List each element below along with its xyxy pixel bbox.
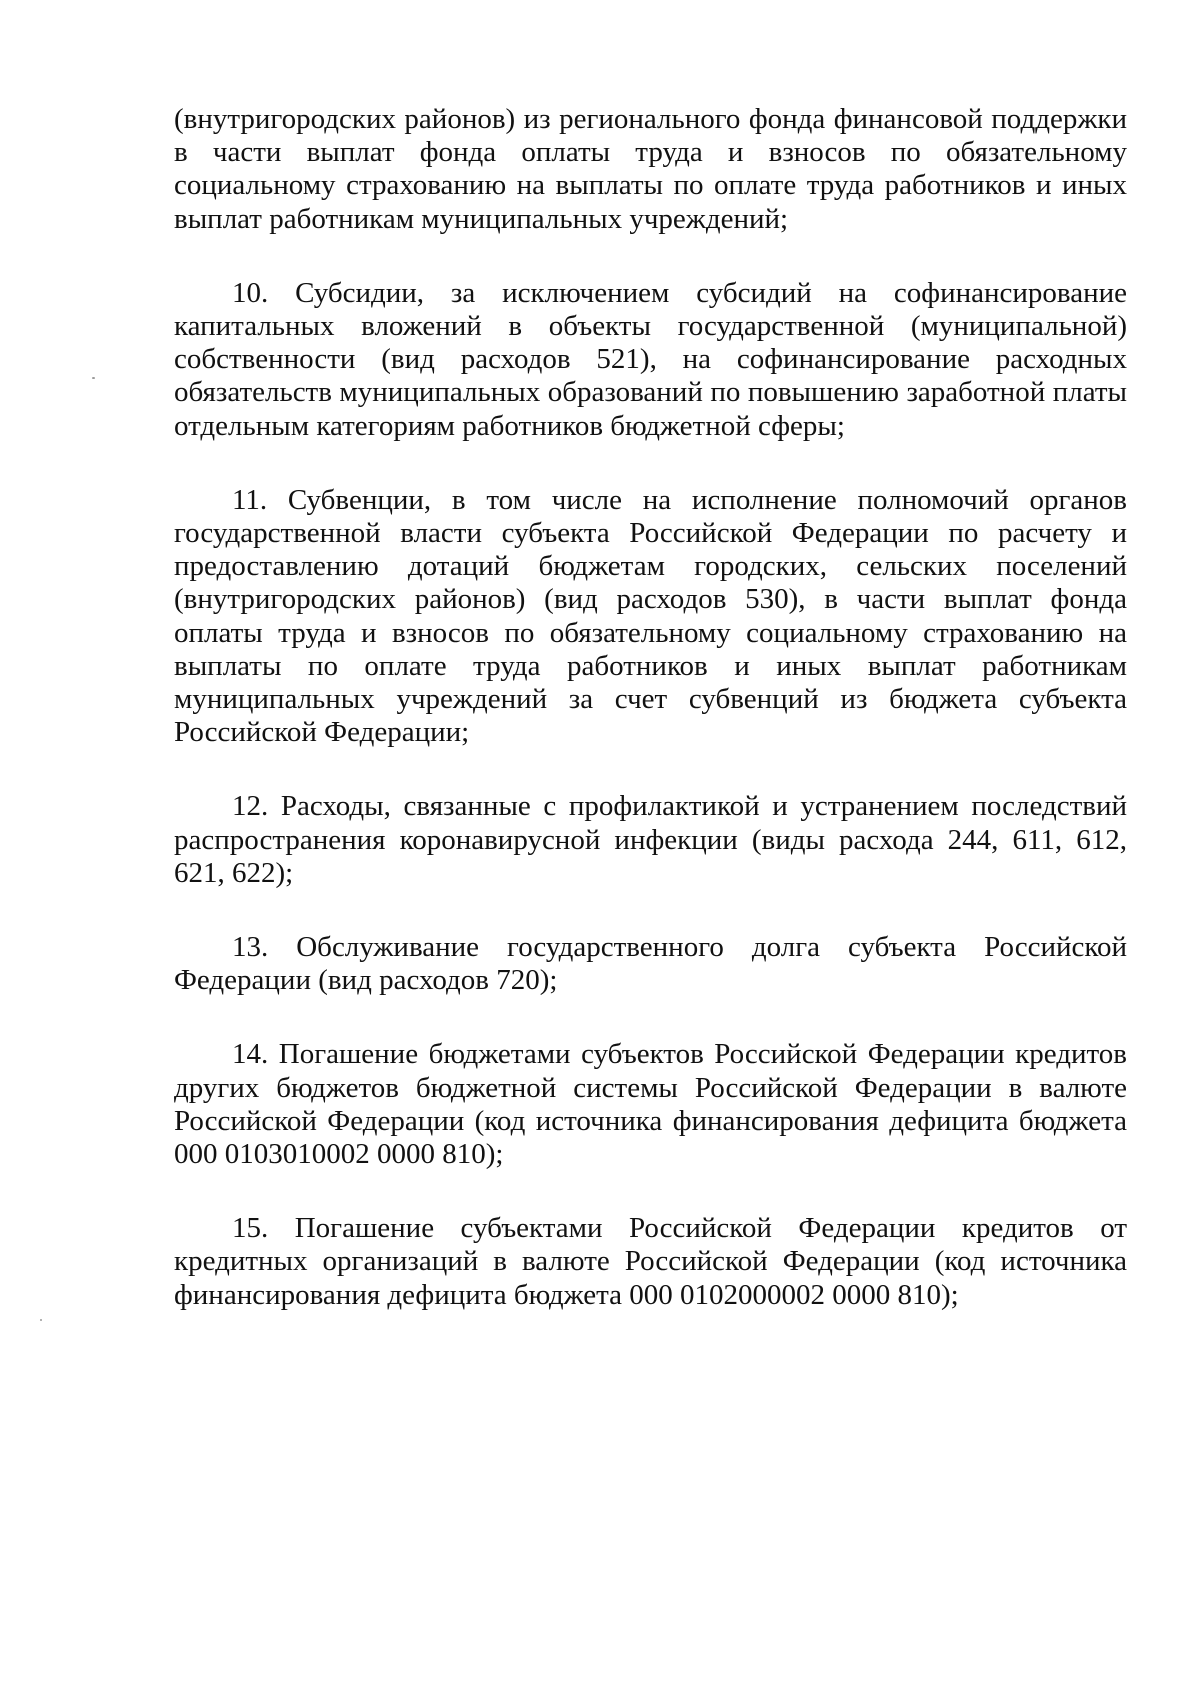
list-item-11: 11. Субвенции, в том числе на исполнение полномочий органов государственной власти субъекта Российской Федерации по расчету и предоставлению дотаций бюджетам городских, сельских поселений (внутригородских районов) (вид расходов 530), в части выплат фонда оплаты труда и взносов по обязательному социальному страхованию на выплаты по оплате труда работников и иных выплат работникам муниципальных учреждений за счет субвенций из бюджета субъекта Российской Федерации; (174, 483, 1127, 749)
intro-paragraph: (внутригородских районов) из регионального фонда финансовой поддержки в части выплат фонда оплаты труда и взносов по обязательному социальному страхованию на выплаты по оплате труда работников и иных выплат работникам муниципальных учреждений; (174, 103, 1127, 235)
list-item-10: 10. Субсидии, за исключением субсидий на софинансирование капитальных вложений в объекты государственной (муниципальной) собственности (вид расходов 521), на софинансирование расходных обязательств муниципальных образований по повышению заработной платы отдельным категориям работников бюджетной сферы; (174, 276, 1127, 442)
paragraph-spacer (174, 236, 1127, 277)
paragraph-spacer (174, 749, 1127, 790)
paragraph-spacer (174, 1171, 1127, 1212)
list-item-15: 15. Погашение субъектами Российской Федерации кредитов от кредитных организаций в валюте Российской Федерации (код источника финансирования дефицита бюджета 000 0102000002 0000 810); (174, 1212, 1127, 1311)
paragraph-spacer (174, 890, 1127, 931)
scan-speck (40, 1319, 42, 1321)
scan-speck (92, 377, 95, 379)
list-item-13: 13. Обслуживание государственного долга субъекта Российской Федерации (вид расходов 720); (174, 931, 1127, 997)
document-body (174, 103, 1127, 1312)
list-item-14: 14. Погашение бюджетами субъектов Российской Федерации кредитов других бюджетов бюджетной системы Российской Федерации в валюте Российской Федерации (код источника финансирования дефицита бюджета 000 0103010002 0000 810); (174, 1038, 1127, 1171)
list-item-12: 12. Расходы, связанные с профилактикой и устранением последствий распространения коронавирусной инфекции (виды расхода 244, 611, 612, 621, 622); (174, 790, 1127, 889)
paragraph-spacer (174, 997, 1127, 1038)
paragraph-spacer (174, 443, 1127, 484)
